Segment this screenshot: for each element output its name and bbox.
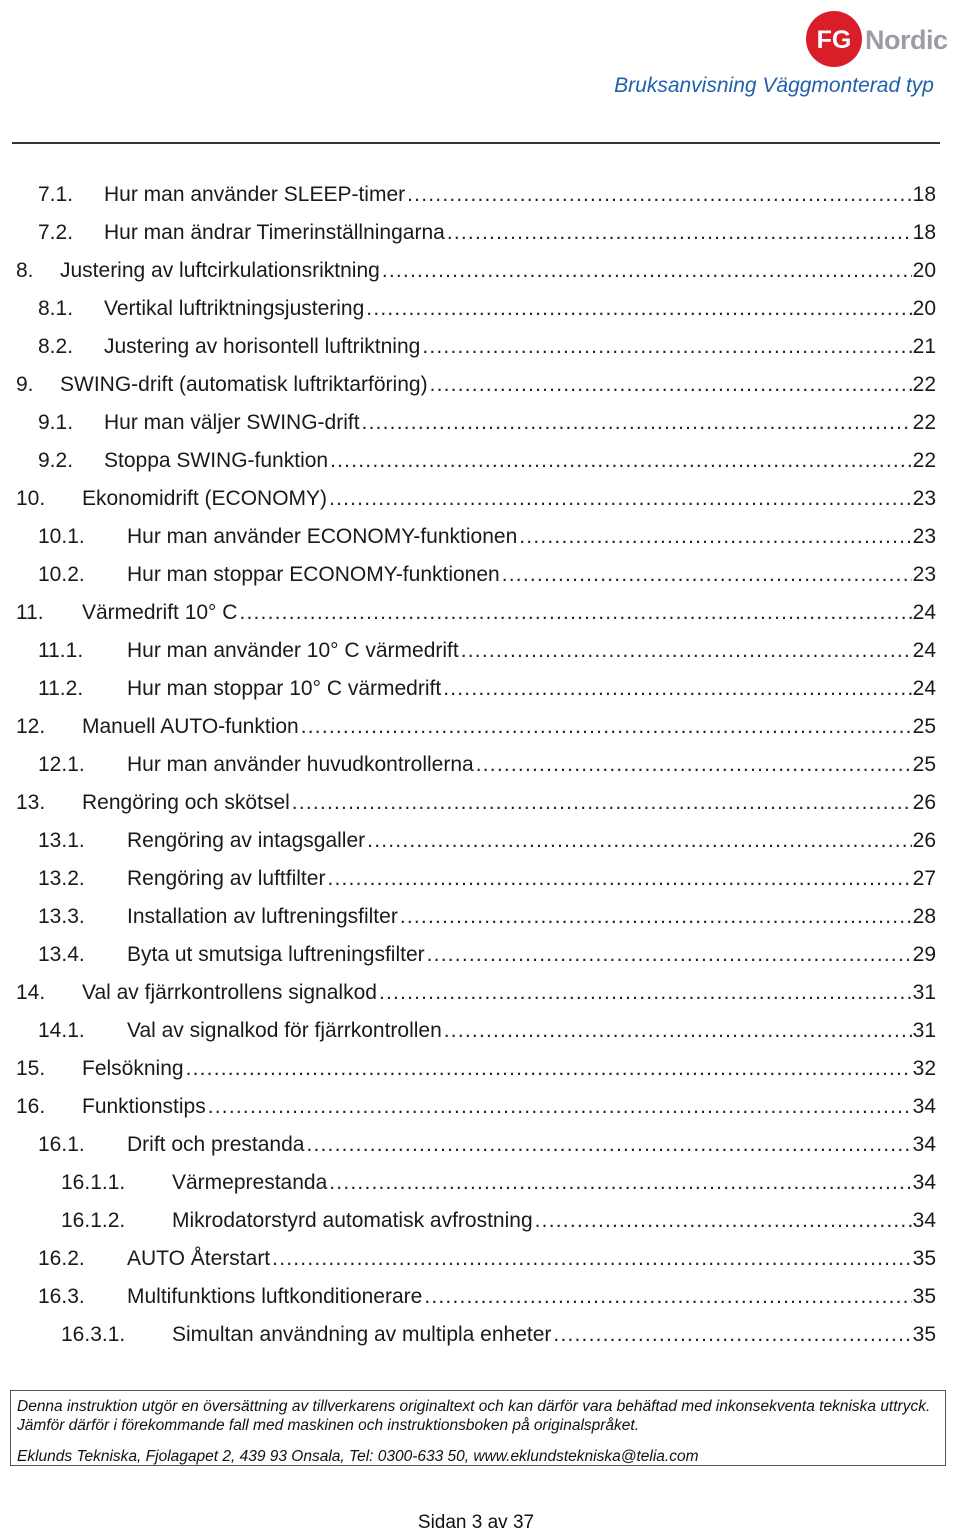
toc-entry-number: 16.2. — [38, 1247, 85, 1270]
toc-dot-leader — [422, 328, 911, 366]
toc-entry-line — [172, 1316, 936, 1354]
toc-entry-line — [127, 1126, 936, 1164]
toc-entry-line — [82, 1050, 936, 1088]
toc-entry-line — [104, 176, 936, 214]
toc-entry[interactable] — [0, 176, 960, 214]
toc-entry-title: Stoppa SWING-funktion — [104, 449, 329, 472]
toc-entry-number: 7.1. — [38, 183, 74, 206]
toc-entry-title: Manuell AUTO-funktion — [82, 715, 299, 738]
toc-entry-line — [82, 708, 936, 746]
toc-entry-title: Drift och prestanda — [127, 1133, 305, 1156]
toc-entry-number: 7.2. — [38, 221, 74, 244]
toc-dot-leader — [519, 518, 911, 556]
toc-entry-title: Vertikal luftriktningsjustering — [104, 297, 365, 320]
toc-entry-line — [127, 1012, 936, 1050]
toc-entry-page: 27 — [912, 867, 936, 890]
toc-entry-line — [104, 328, 936, 366]
toc-entry-line — [127, 518, 936, 556]
toc-entry-page: 35 — [912, 1323, 936, 1346]
toc-dot-leader — [306, 1126, 911, 1164]
toc-entry-title: SWING-drift (automatisk luftriktarföring) — [60, 373, 428, 396]
toc-dot-leader — [427, 936, 912, 974]
toc-entry[interactable] — [0, 556, 960, 594]
toc-entry-number: 10.2. — [38, 563, 85, 586]
toc-entry-title: Rengöring av intagsgaller — [127, 829, 366, 852]
toc-entry-number: 10.1. — [38, 525, 85, 548]
toc-entry-title: Hur man använder huvudkontrollerna — [127, 753, 474, 776]
toc-entry-title: Simultan användning av multipla enheter — [172, 1323, 552, 1346]
toc-dot-leader — [382, 252, 912, 290]
toc-entry[interactable] — [0, 708, 960, 746]
toc-entry[interactable] — [0, 518, 960, 556]
toc-entry-number: 16.1.1. — [61, 1171, 126, 1194]
toc-entry-number: 16.3.1. — [61, 1323, 126, 1346]
toc-entry-number: 13.3. — [38, 905, 85, 928]
toc-entry[interactable] — [0, 670, 960, 708]
toc-dot-leader — [301, 708, 912, 746]
toc-dot-leader — [424, 1278, 911, 1316]
toc-dot-leader — [447, 214, 912, 252]
toc-entry[interactable] — [0, 442, 960, 480]
toc-entry-page: 35 — [912, 1247, 936, 1270]
toc-entry-number: 10. — [16, 487, 46, 510]
toc-dot-leader — [535, 1202, 912, 1240]
toc-entry-page: 23 — [912, 525, 936, 548]
toc-dot-leader — [208, 1088, 912, 1126]
footer-disclaimer: Denna instruktion utgör en översättning av tillverkarens originaltext och kan därför vara behäftad med inkonsekventa tekniska uttryck. Jämför därför i förekommande fall med maskinen och instruktionsboken på originalspråket. — [17, 1398, 931, 1434]
toc-entry-number: 9. — [16, 373, 34, 396]
toc-dot-leader — [272, 1240, 911, 1278]
toc-entry-title: Hur man ändrar Timerinställningarna — [104, 221, 445, 244]
toc-entry-number: 11. — [16, 601, 44, 624]
table-of-contents — [0, 176, 960, 1354]
toc-entry-page: 22 — [912, 373, 936, 396]
toc-entry-line — [104, 214, 936, 252]
toc-entry-number: 12.1. — [38, 753, 85, 776]
toc-dot-leader — [461, 632, 912, 670]
toc-entry-title: Hur man väljer SWING-drift — [104, 411, 360, 434]
toc-entry-number: 9.2. — [38, 449, 74, 472]
toc-entry-number: 16.1. — [38, 1133, 85, 1156]
toc-entry-title: Hur man använder ECONOMY-funktionen — [127, 525, 518, 548]
toc-entry[interactable] — [0, 1278, 960, 1316]
toc-entry-number: 13.4. — [38, 943, 85, 966]
toc-entry[interactable] — [0, 252, 960, 290]
toc-entry-line — [127, 632, 936, 670]
toc-entry-number: 8.2. — [38, 335, 74, 358]
toc-entry-title: Val av fjärrkontrollens signalkod — [82, 981, 377, 1004]
toc-entry-line — [82, 480, 936, 518]
toc-entry-page: 23 — [912, 563, 936, 586]
toc-dot-leader — [327, 860, 911, 898]
toc-entry-title: Justering av luftcirkulationsriktning — [60, 259, 380, 282]
toc-dot-leader — [329, 480, 912, 518]
toc-entry-number: 14. — [16, 981, 46, 1004]
toc-entry-title: AUTO Återstart — [127, 1247, 271, 1270]
toc-entry-number: 11.1. — [38, 639, 84, 662]
toc-entry[interactable] — [0, 822, 960, 860]
toc-entry-page: 22 — [912, 449, 936, 472]
toc-dot-leader — [366, 290, 911, 328]
toc-entry-line — [127, 936, 936, 974]
toc-dot-leader — [362, 404, 912, 442]
toc-entry-page: 24 — [912, 601, 936, 624]
toc-dot-leader — [239, 594, 911, 632]
toc-entry-title: Felsökning — [82, 1057, 184, 1080]
toc-entry-line — [127, 822, 936, 860]
toc-entry[interactable] — [0, 898, 960, 936]
toc-entry-page: 26 — [912, 829, 936, 852]
toc-entry-line — [60, 252, 936, 290]
toc-entry-title: Hur man stoppar ECONOMY-funktionen — [127, 563, 500, 586]
toc-entry[interactable] — [0, 1240, 960, 1278]
toc-entry-page: 32 — [912, 1057, 936, 1080]
toc-entry[interactable] — [0, 974, 960, 1012]
toc-entry[interactable] — [0, 1050, 960, 1088]
toc-dot-leader — [444, 1012, 912, 1050]
logo-graphic — [804, 10, 956, 68]
toc-entry-title: Installation av luftreningsfilter — [127, 905, 398, 928]
toc-entry-number: 16. — [16, 1095, 46, 1118]
toc-entry-page: 31 — [912, 981, 936, 1004]
toc-entry-line — [104, 442, 936, 480]
toc-entry-page: 20 — [912, 297, 936, 320]
toc-entry-page: 29 — [912, 943, 936, 966]
fg-nordic-logo — [804, 10, 956, 68]
page-number: Sidan 3 av 37 — [417, 1512, 535, 1533]
toc-entry-title: Värmedrift 10° C — [82, 601, 238, 624]
toc-entry-number: 11.2. — [38, 677, 84, 700]
toc-dot-leader — [330, 442, 912, 480]
toc-entry-page: 34 — [912, 1133, 936, 1156]
toc-entry-page: 20 — [912, 259, 936, 282]
toc-dot-leader — [367, 822, 911, 860]
toc-entry-title: Hur man stoppar 10° C värmedrift — [127, 677, 442, 700]
toc-dot-leader — [407, 176, 912, 214]
footer-address: Eklunds Tekniska, Fjolagapet 2, 439 93 Onsala, Tel: 0300-633 50, www.eklundstekniska@telia.com — [17, 1448, 699, 1465]
toc-entry-title: Justering av horisontell luftriktning — [104, 335, 421, 358]
toc-entry-title: Funktionstips — [82, 1095, 206, 1118]
toc-entry-title: Rengöring och skötsel — [82, 791, 290, 814]
toc-entry[interactable] — [0, 290, 960, 328]
toc-entry-page: 34 — [912, 1171, 936, 1194]
toc-entry-number: 13. — [16, 791, 46, 814]
toc-entry-line — [82, 1088, 936, 1126]
toc-entry-page: 34 — [912, 1209, 936, 1232]
toc-entry-page: 34 — [912, 1095, 936, 1118]
toc-entry-title: Ekonomidrift (ECONOMY) — [82, 487, 328, 510]
toc-entry-page: 18 — [912, 183, 936, 206]
toc-entry-title: Multifunktions luftkonditionerare — [127, 1285, 423, 1308]
toc-entry-page: 24 — [912, 677, 936, 700]
toc-entry-line — [172, 1202, 936, 1240]
toc-entry-title: Byta ut smutsiga luftreningsfilter — [127, 943, 425, 966]
toc-dot-leader — [329, 1164, 911, 1202]
toc-dot-leader — [379, 974, 912, 1012]
toc-entry-title: Rengöring av luftfilter — [127, 867, 326, 890]
svg-text:Nordic: Nordic — [865, 25, 948, 55]
toc-entry-line — [127, 898, 936, 936]
toc-entry-page: 21 — [912, 335, 936, 358]
toc-entry[interactable] — [0, 480, 960, 518]
toc-entry[interactable] — [0, 860, 960, 898]
toc-entry-line — [82, 974, 936, 1012]
toc-entry-page: 26 — [912, 791, 936, 814]
toc-entry[interactable] — [0, 328, 960, 366]
toc-entry[interactable] — [0, 1202, 960, 1240]
toc-entry-number: 12. — [16, 715, 46, 738]
toc-dot-leader — [502, 556, 912, 594]
toc-entry-page: 35 — [912, 1285, 936, 1308]
footer-box — [10, 1390, 946, 1466]
toc-entry[interactable] — [0, 366, 960, 404]
toc-entry-line — [104, 290, 936, 328]
toc-entry-number: 16.1.2. — [61, 1209, 126, 1232]
toc-entry[interactable] — [0, 1088, 960, 1126]
toc-entry[interactable] — [0, 1126, 960, 1164]
toc-entry[interactable] — [0, 1164, 960, 1202]
toc-entry-page: 24 — [912, 639, 936, 662]
toc-entry-title: Värmeprestanda — [172, 1171, 328, 1194]
toc-entry[interactable] — [0, 1012, 960, 1050]
toc-entry-page: 25 — [912, 715, 936, 738]
toc-entry[interactable] — [0, 1316, 960, 1354]
toc-entry[interactable] — [0, 594, 960, 632]
toc-entry-page: 18 — [912, 221, 936, 244]
toc-dot-leader — [553, 1316, 911, 1354]
toc-entry-title: Hur man använder 10° C värmedrift — [127, 639, 459, 662]
toc-entry[interactable] — [0, 404, 960, 442]
toc-entry-number: 13.1. — [38, 829, 85, 852]
toc-dot-leader — [400, 898, 912, 936]
toc-entry-line — [82, 594, 936, 632]
toc-entry-number: 9.1. — [38, 411, 74, 434]
toc-entry-line — [127, 746, 936, 784]
toc-entry[interactable] — [0, 632, 960, 670]
toc-entry-page: 31 — [912, 1019, 936, 1042]
toc-entry[interactable] — [0, 936, 960, 974]
toc-entry-line — [127, 670, 936, 708]
toc-entry-number: 14.1. — [38, 1019, 85, 1042]
toc-entry-page: 22 — [912, 411, 936, 434]
toc-entry-number: 15. — [16, 1057, 46, 1080]
toc-entry-title: Mikrodatorstyrd automatisk avfrostning — [172, 1209, 533, 1232]
toc-entry-number: 8.1. — [38, 297, 74, 320]
toc-entry-number: 8. — [16, 259, 34, 282]
toc-entry-line — [172, 1164, 936, 1202]
toc-entry-page: 23 — [912, 487, 936, 510]
toc-entry-page: 25 — [912, 753, 936, 776]
svg-text:FG: FG — [816, 26, 852, 54]
toc-entry-line — [127, 860, 936, 898]
toc-dot-leader — [476, 746, 912, 784]
toc-entry-line — [60, 366, 936, 404]
toc-dot-leader — [430, 366, 912, 404]
toc-entry-line — [127, 1240, 936, 1278]
toc-entry-line — [127, 556, 936, 594]
toc-dot-leader — [292, 784, 912, 822]
toc-entry-number: 16.3. — [38, 1285, 85, 1308]
toc-entry-line — [82, 784, 936, 822]
toc-entry-line — [127, 1278, 936, 1316]
toc-entry-page: 28 — [912, 905, 936, 928]
document-subtitle: Bruksanvisning Väggmonterad typ — [614, 74, 934, 97]
toc-dot-leader — [443, 670, 911, 708]
toc-entry[interactable] — [0, 746, 960, 784]
header-divider — [12, 142, 940, 144]
toc-entry[interactable] — [0, 784, 960, 822]
toc-entry-number: 13.2. — [38, 867, 85, 890]
toc-entry-title: Val av signalkod för fjärrkontrollen — [127, 1019, 442, 1042]
toc-entry[interactable] — [0, 214, 960, 252]
toc-entry-title: Hur man använder SLEEP-timer — [104, 183, 406, 206]
toc-entry-line — [104, 404, 936, 442]
toc-dot-leader — [186, 1050, 912, 1088]
